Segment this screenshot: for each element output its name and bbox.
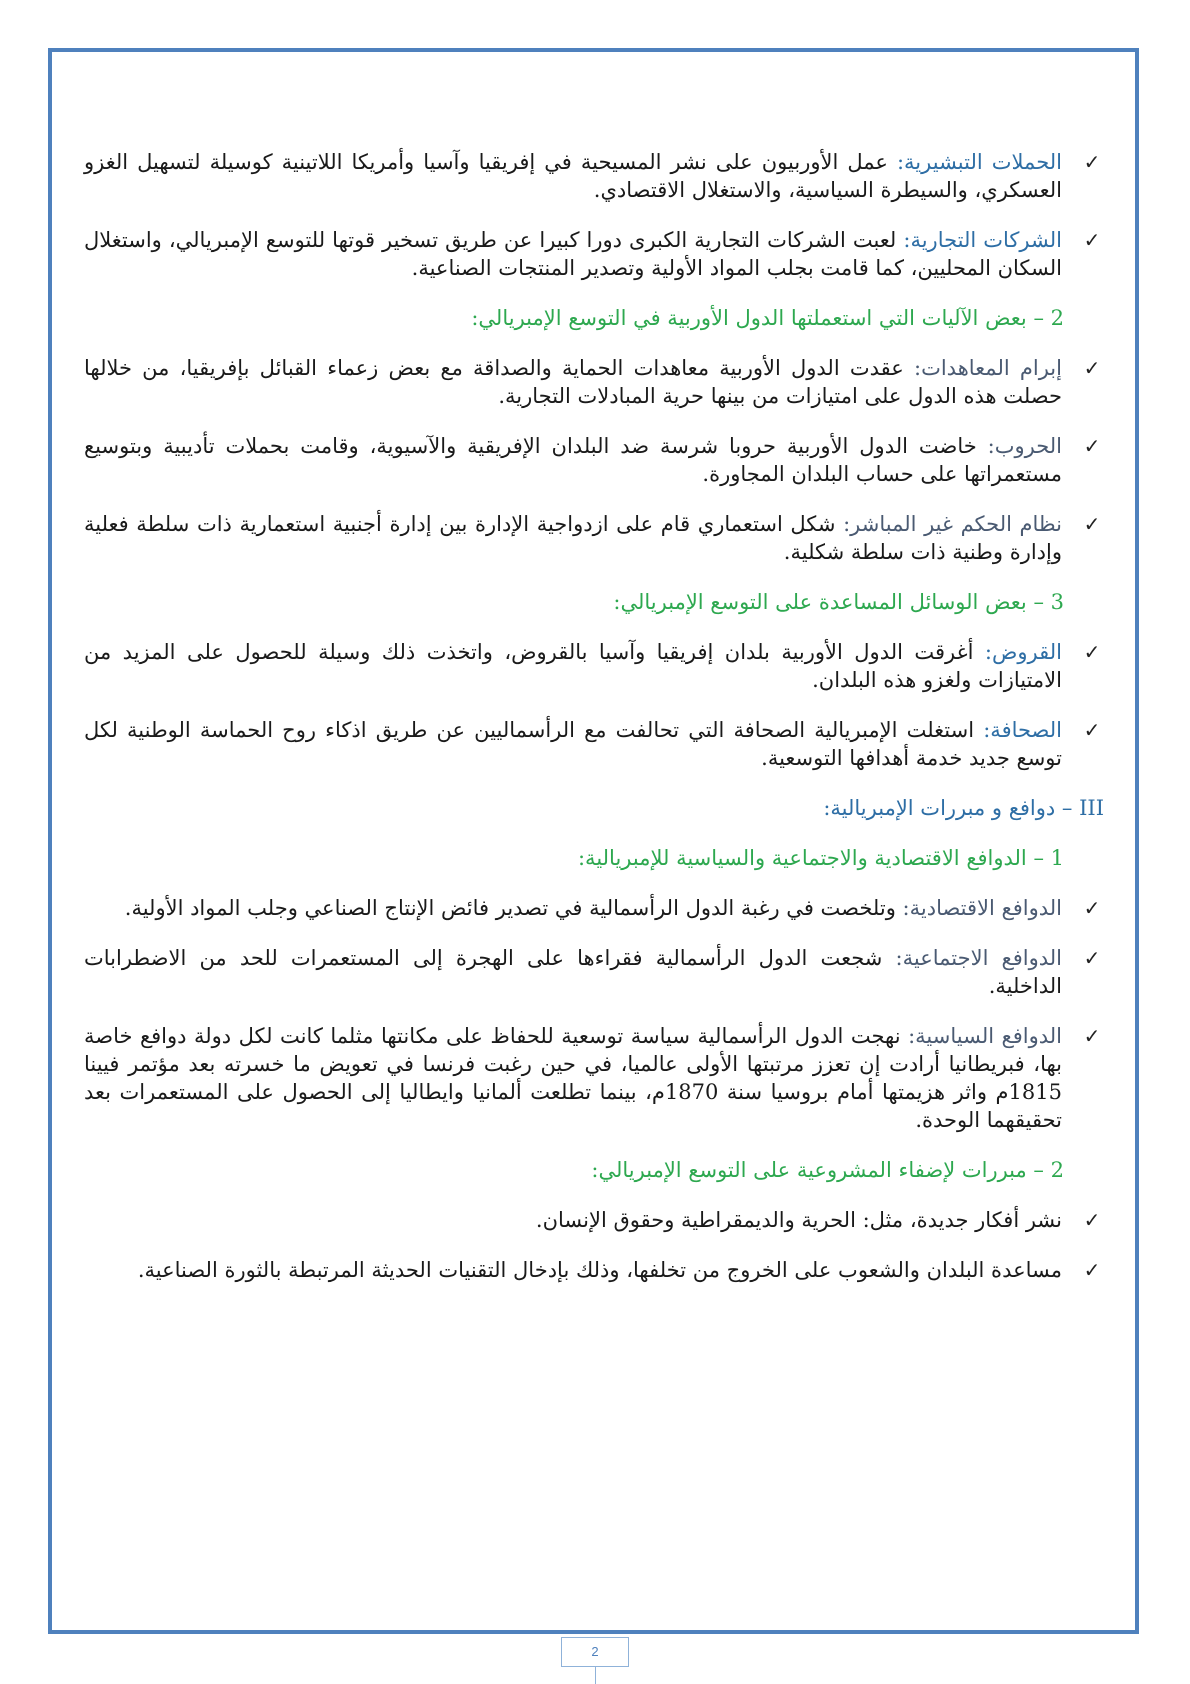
item-label: الدوافع الاقتصادية:	[902, 896, 1062, 920]
item-label: إبرام المعاهدات:	[914, 356, 1062, 380]
item-label: الصحافة:	[983, 718, 1063, 742]
checkmark-icon: ✓	[1083, 150, 1101, 174]
list-item	[84, 894, 1104, 922]
checkmark-icon: ✓	[1083, 1024, 1101, 1048]
list-item	[84, 354, 1104, 410]
list-item	[84, 148, 1104, 204]
item-label: الشركات التجارية:	[903, 228, 1062, 252]
item-text: مساعدة البلدان والشعوب على الخروج من تخلفها، وذلك بإدخال التقنيات الحديثة المرتبطة بالثورة الصناعية.	[137, 1258, 1062, 1282]
footer-divider	[595, 1667, 596, 1684]
section-heading: 2 – بعض الآليات التي استعملتها الدول الأوربية في التوسع الإمبريالي:	[471, 306, 1064, 330]
item-label: نظام الحكم غير المباشر:	[843, 512, 1062, 536]
section-heading: 3 – بعض الوسائل المساعدة على التوسع الإمبريالي:	[613, 590, 1064, 614]
list-item	[84, 1022, 1104, 1134]
item-text: نشر أفكار جديدة، مثل: الحرية والديمقراطية وحقوق الإنسان.	[535, 1208, 1062, 1232]
list-item	[84, 226, 1104, 282]
page-number: 2	[561, 1637, 629, 1667]
item-label: الحملات التبشيرية:	[896, 150, 1062, 174]
checkmark-icon: ✓	[1083, 434, 1101, 458]
section-heading: 1 – الدوافع الاقتصادية والاجتماعية والسياسية للإمبريالية:	[577, 846, 1064, 870]
item-text: عمل الأوربيون على نشر المسيحية في إفريقيا وآسيا وأمريكا اللاتينية كوسيلة لتسهيل الغزو العسكري، والسيطرة السياسية، والاستغلال الاقتصادي.	[84, 150, 1062, 202]
checkmark-icon: ✓	[1083, 512, 1101, 536]
checkmark-icon: ✓	[1083, 640, 1101, 664]
item-label: القروض:	[984, 640, 1062, 664]
checkmark-icon: ✓	[1083, 896, 1101, 920]
item-text: نهجت الدول الرأسمالية سياسة توسعية للحفاظ على مكانتها مثلما كانت لكل دولة دوافع خاصة بها، فبريطانيا أرادت إن تعزز مرتبتها الأولى عالميا، في حين رغبت فرنسا في تعويض ما خسرته بعد مؤتمر فيينا 1815م واثر هزيمتها أمام بروسيا سنة 1870م، بينما تطلعت ألمانيا وايطاليا إلى الحصول على المستعمرات بعد تحقيقهما الوحدة.	[84, 1024, 1062, 1132]
item-text: شكل استعماري قام على ازدواجية الإدارة بين إدارة أجنبية استعمارية ذات سلطة فعلية وإدارة وطنية ذات سلطة شكلية.	[84, 512, 1062, 564]
item-text: استغلت الإمبريالية الصحافة التي تحالفت مع الرأسماليين عن طريق اذكاء روح الحماسة الوطنية لكل توسع جديد خدمة أهدافها التوسعية.	[84, 718, 1062, 770]
checkmark-icon: ✓	[1083, 946, 1101, 970]
list-item	[84, 432, 1104, 488]
list-item	[84, 1206, 1104, 1234]
checkmark-icon: ✓	[1083, 1258, 1101, 1282]
checkmark-icon: ✓	[1083, 718, 1101, 742]
item-text: وتلخصت في رغبة الدول الرأسمالية في تصدير فائض الإنتاج الصناعي وجلب المواد الأولية.	[124, 896, 896, 920]
list-item	[84, 944, 1104, 1000]
item-text: لعبت الشركات التجارية الكبرى دورا كبيرا عن طريق تسخير قوتها للتوسع الإمبريالي، واستغلال السكان المحليين، كما قامت بجلب المواد الأولية وتصدير المنتجات الصناعية.	[84, 228, 1062, 280]
item-label: الدوافع الاجتماعية:	[895, 946, 1062, 970]
list-item	[84, 510, 1104, 566]
checkmark-icon: ✓	[1083, 1208, 1101, 1232]
item-text: شجعت الدول الرأسمالية فقراءها على الهجرة إلى المستعمرات للحد من الاضطرابات الداخلية.	[84, 946, 1062, 998]
item-text: أغرقت الدول الأوربية بلدان إفريقيا وآسيا بالقروض، واتخذت ذلك وسيلة للحصول على المزيد من الامتيازات ولغزو هذه البلدان.	[84, 640, 1062, 692]
section-heading: 2 – مبررات لإضفاء المشروعية على التوسع الإمبريالي:	[591, 1158, 1064, 1182]
list-item	[84, 1256, 1104, 1284]
checkmark-icon: ✓	[1083, 228, 1101, 252]
item-text: خاضت الدول الأوربية حروبا شرسة ضد البلدان الإفريقية والآسيوية، وقامت بحملات تأديبية وبتوسيع مستعمراتها على حساب البلدان المجاورة.	[84, 434, 1062, 486]
list-item	[84, 638, 1104, 694]
document-body	[84, 148, 1104, 1306]
chapter-heading: III – دوافع و مبررات الإمبريالية:	[823, 796, 1104, 820]
item-text: عقدت الدول الأوربية معاهدات الحماية والصداقة مع بعض زعماء القبائل بإفريقيا، من خلالها حصلت هذه الدول على امتيازات من بينها حرية المبادلات التجارية.	[84, 356, 1062, 408]
checkmark-icon: ✓	[1083, 356, 1101, 380]
list-item	[84, 716, 1104, 772]
item-label: الحروب:	[987, 434, 1062, 458]
item-label: الدوافع السياسية:	[908, 1024, 1062, 1048]
